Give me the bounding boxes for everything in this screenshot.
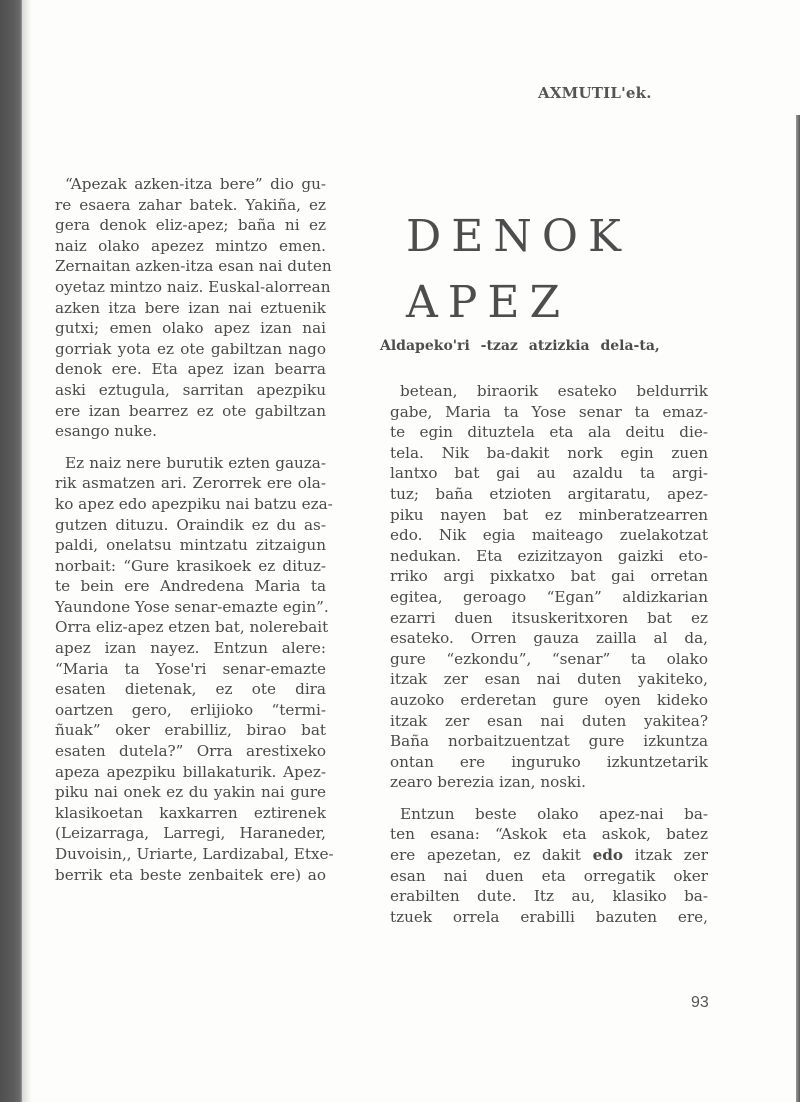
- text-line: Baña norbaitzuentzat gure izkuntza: [390, 732, 708, 751]
- text-line: berrik eta beste zenbaitek ere) ao: [55, 865, 326, 884]
- article-title: [390, 210, 720, 330]
- text-line: erabilten dute. Itz au, klasiko ba-: [390, 887, 708, 906]
- paragraph: [55, 453, 334, 885]
- text-line: apez izan nayez. Entzun alere:: [55, 639, 326, 658]
- text-line: ere apezetan, ez dakit edo itzak zer: [390, 846, 709, 865]
- text-line: te egin dituztela eta ala deitu die-: [390, 423, 708, 442]
- text-line: gure “ezkondu”, “senar” ta olako: [390, 649, 708, 668]
- text-line: Duvoisin,, Uriarte, Lardizabal, Etxe-: [55, 845, 334, 863]
- text-line: norbait: “Gure krasikoek ez dituz-: [55, 556, 326, 575]
- left-column: [55, 174, 334, 885]
- paragraph: [55, 174, 332, 442]
- text-line: (Leizarraga, Larregi, Haraneder,: [55, 824, 326, 843]
- text-line: esan nai duen eta orregatik oker: [390, 866, 708, 885]
- text-line: betean, biraorik esateko beldurrik: [400, 382, 708, 400]
- page-number: 93: [691, 994, 709, 1011]
- text-line: itzak zer esan nai duten yakiteko,: [390, 670, 708, 689]
- text-line: nedukan. Eta ezizitzayon gaizki eto-: [390, 546, 708, 565]
- emphasized-word: edo: [592, 846, 624, 865]
- paragraph: [390, 381, 708, 793]
- title-line-1: DENOK: [406, 211, 631, 262]
- text-line: re esaera zahar batek. Yakiña, ez: [55, 195, 326, 214]
- text-line: apeza apezpiku billakaturik. Apez-: [55, 762, 326, 781]
- text-line: naiz olako apezez mintzo emen.: [55, 236, 326, 255]
- text-line: gutzen dituzu. Oraindik ez du as-: [55, 515, 326, 534]
- text-line: Zernaitan azken-itza esan nai duten: [55, 257, 332, 276]
- text-line: egitea, geroago “Egan” aldizkarian: [390, 587, 708, 606]
- text-line: tela. Nik ba-dakit nork egin zuen: [390, 443, 708, 462]
- text-line: “Maria ta Yose'ri senar-emazte: [55, 659, 326, 678]
- text-line: rriko argi pixkatxo bat gai orretan: [390, 567, 708, 586]
- text-line: zearo berezia izan, noski.: [390, 773, 586, 792]
- text-line: klasikoetan kaxkarren eztirenek: [55, 803, 326, 822]
- text-line: esaten dutela?” Orra arestixeko: [55, 742, 326, 761]
- book-spine-shadow: [0, 0, 22, 1102]
- text-line: piku nayen bat ez minberatzearren: [390, 505, 708, 524]
- text-line: rik asmatzen ari. Zerorrek ere ola-: [55, 474, 326, 493]
- text-line: esaten dietenak, ez ote dira: [55, 680, 326, 699]
- text-line: piku nai onek ez du yakin nai gure: [55, 783, 326, 802]
- text-line: denok ere. Eta apez izan bearra: [55, 360, 326, 379]
- text-line: gutxi; emen olako apez izan nai: [55, 319, 326, 338]
- text-line: azken itza bere izan nai eztuenik: [55, 298, 326, 317]
- right-column: [390, 381, 708, 927]
- text-line: gera denok eliz-apez; baña ni ez: [55, 216, 326, 235]
- text-line: aski eztugula, sarritan apezpiku: [55, 380, 326, 399]
- text-line: ere izan bearrez ez ote gabiltzan: [55, 401, 326, 420]
- text-line: auzoko erderetan gure oyen kideko: [390, 690, 708, 709]
- text-line: gorriak yota ez ote gabiltzan nago: [55, 339, 326, 358]
- text-line: paldi, onelatsu mintzatu zitzaigun: [55, 536, 326, 555]
- text-line: ontan ere inguruko izkuntzetarik: [390, 752, 708, 771]
- title-line-2: APEZ: [406, 277, 571, 328]
- text-line: esango nuke.: [55, 422, 157, 441]
- paragraph: [390, 804, 708, 928]
- text-line: edo. Nik egia maiteago zuelakotzat: [390, 526, 708, 545]
- page-edge: [796, 115, 800, 1102]
- article-subtitle: Aldapeko'ri -tzaz atzizkia dela-ta,: [380, 338, 660, 354]
- text-line: Ez naiz nere burutik ezten gauza-: [65, 453, 326, 472]
- text-line: ezarri duen itsuskeritxoren bat ez: [390, 608, 708, 627]
- text-line: tzuek orrela erabilli bazuten ere,: [390, 907, 708, 926]
- text-line: Orra eliz-apez etzen bat, nolerebait: [55, 618, 329, 637]
- text-line: tuz; baña etzioten argitaratu, apez-: [390, 484, 708, 503]
- text-line: lantxo bat gai au azaldu ta argi-: [390, 464, 708, 483]
- text-line: Yaundone Yose senar-emazte egin”.: [55, 597, 329, 616]
- text-line: ko apez edo apezpiku nai batzu eza-: [55, 494, 333, 513]
- text-line: te bein ere Andredena Maria ta: [55, 577, 326, 596]
- gutter-shade: [22, 0, 32, 1102]
- text-line: oyetaz mintzo naiz. Euskal-alorrean: [55, 277, 331, 296]
- text-line: itzak zer esan nai duten yakitea?: [390, 711, 708, 730]
- text-line: “Apezak azken-itza bere” dio gu-: [65, 175, 326, 193]
- text-line: gabe, Maria ta Yose senar ta emaz-: [390, 402, 708, 421]
- text-line: esateko. Orren gauza zailla al da,: [390, 629, 708, 648]
- text-line: Entzun beste olako apez-nai ba-: [400, 804, 708, 823]
- text-line: oartzen gero, erlijioko “termi-: [55, 700, 326, 719]
- text-line: ten esana: “Askok eta askok, batez: [390, 825, 708, 844]
- running-head: AXMUTIL'ek.: [538, 84, 652, 102]
- text-line: ñuak” oker erabilliz, birao bat: [55, 721, 326, 740]
